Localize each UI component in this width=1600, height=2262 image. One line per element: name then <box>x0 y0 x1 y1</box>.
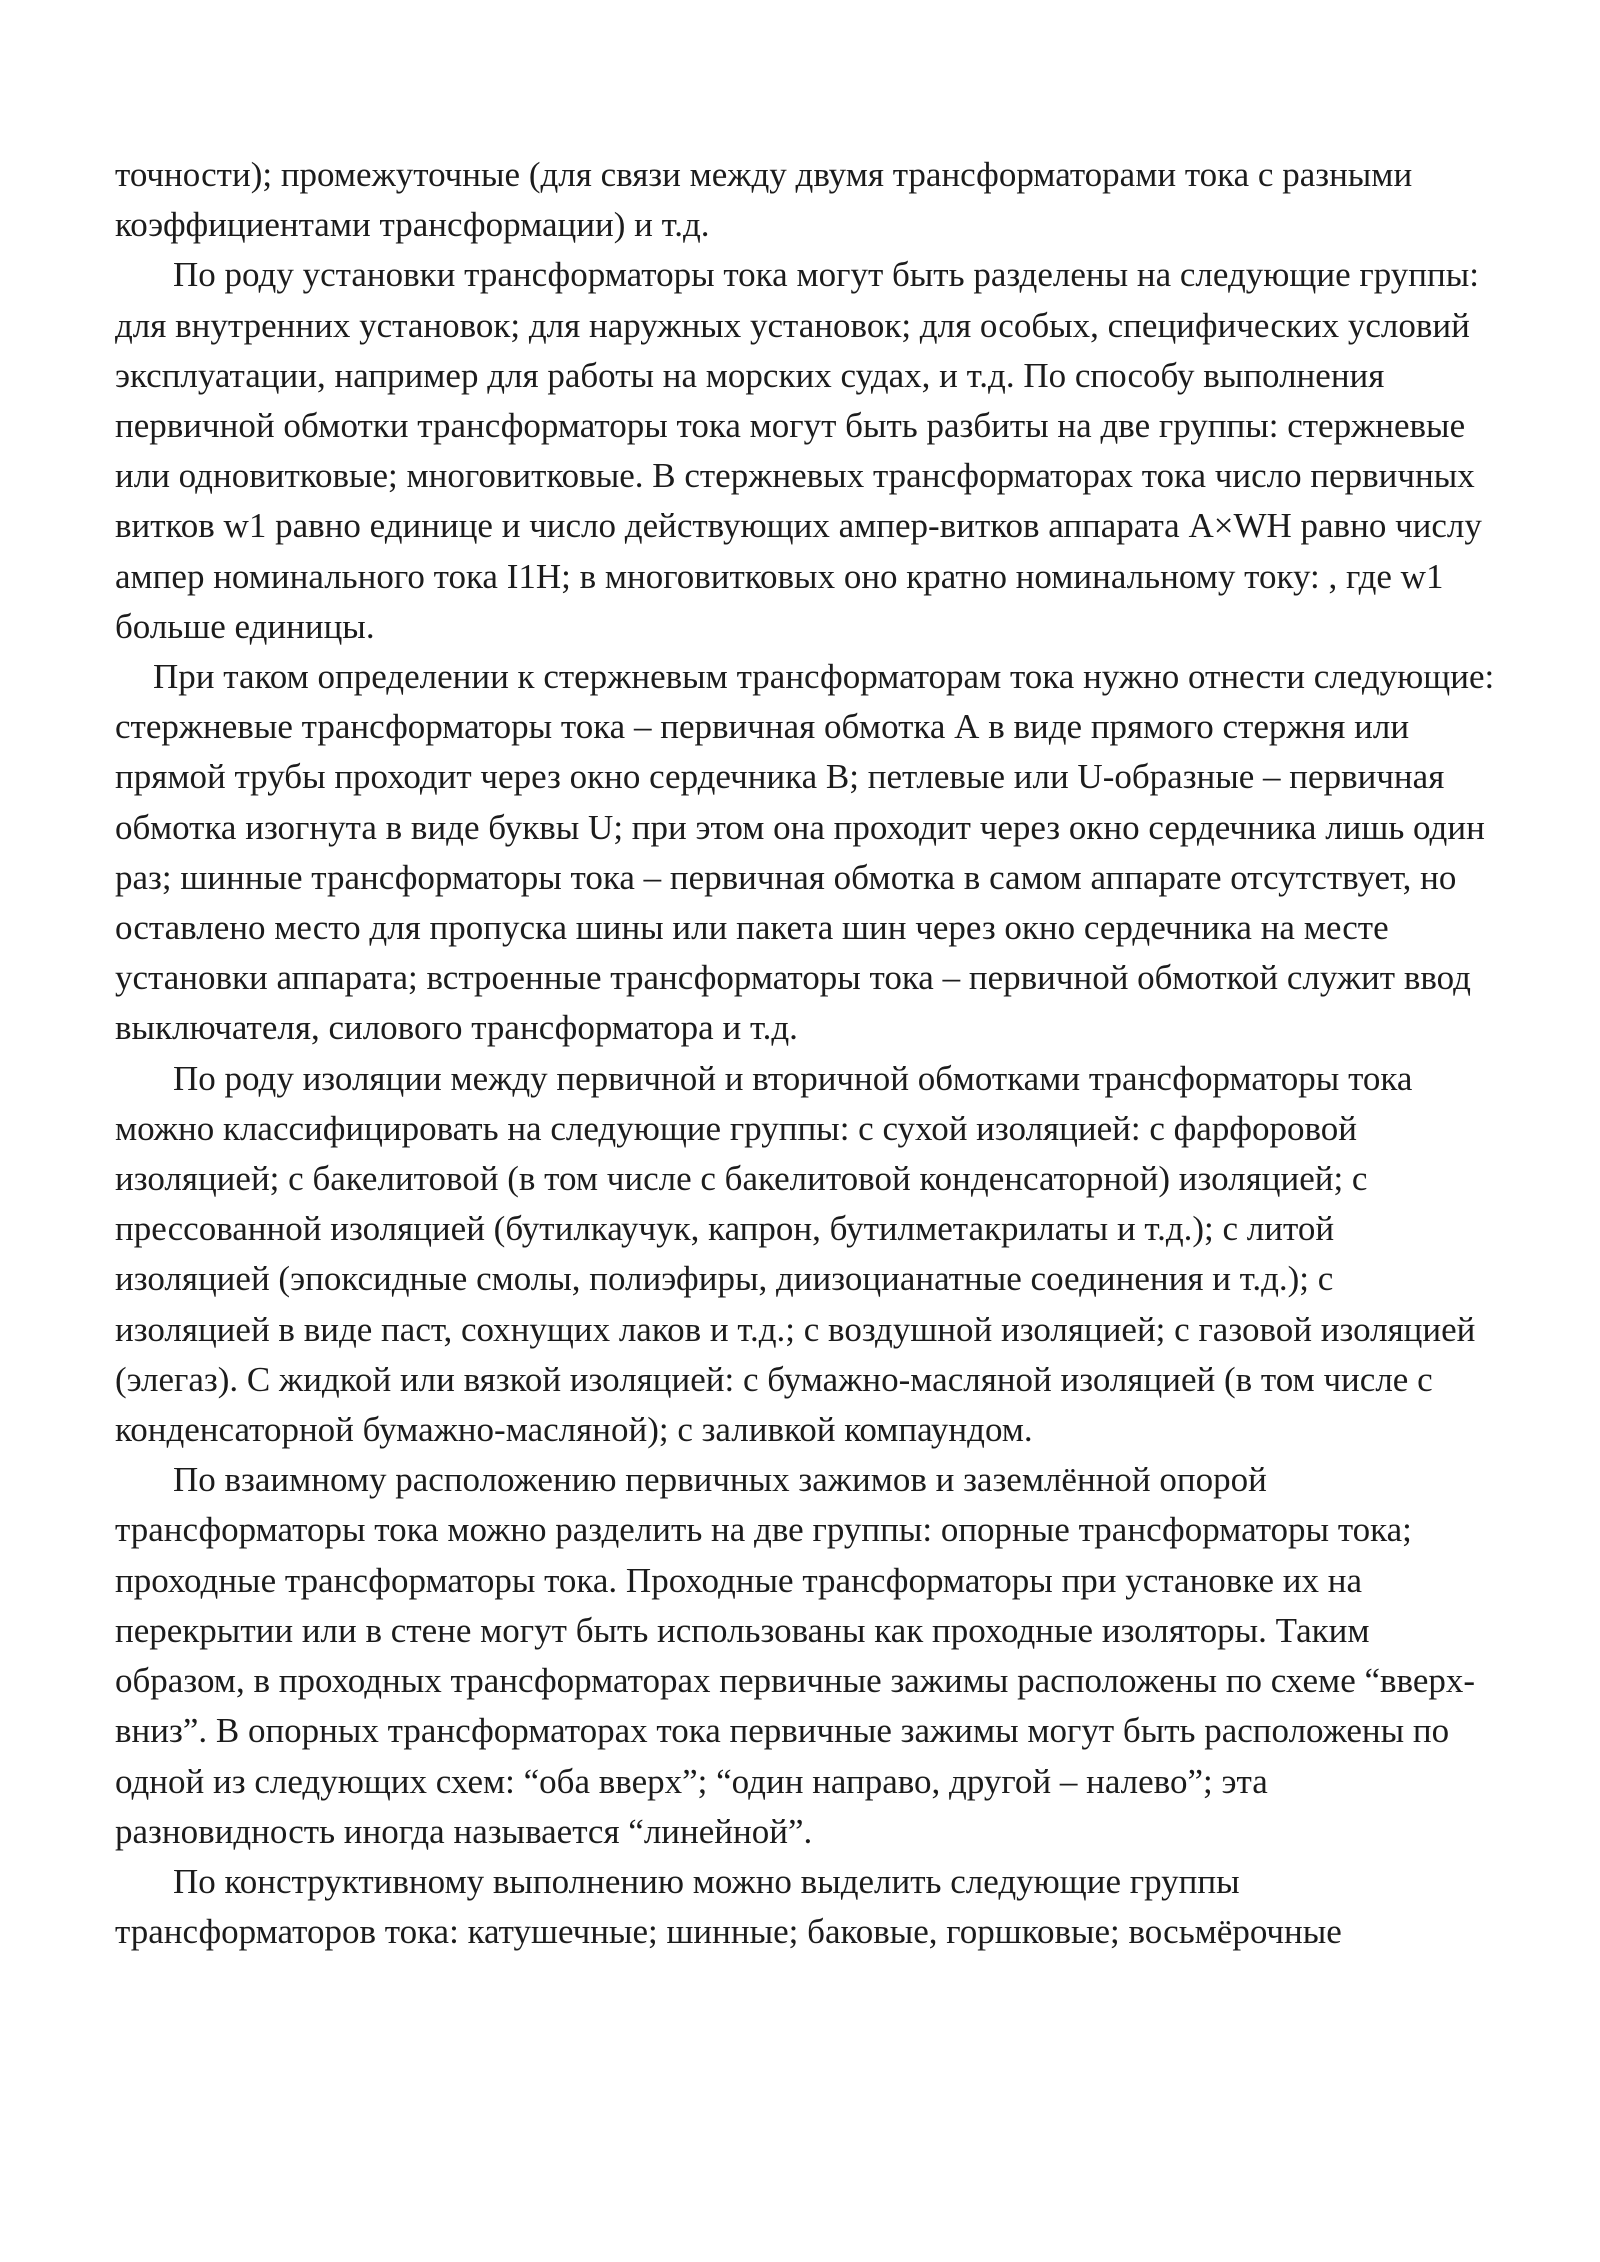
paragraph-continuation: точности); промежуточные (для связи между двумя трансформаторами тока с разными коэффициентами трансформации) и т.д. <box>115 155 1413 245</box>
paragraph-rod-transformers: При таком определении к стержневым трансформаторам тока нужно отнести следующие: стержневые трансформаторы тока – первичная обмотка А в виде прямого стержня или прямой трубы проходит через окно сердечника В; петлевые или U-образные – первичная обмотка изогнута в виде буквы U; при этом она проходит через окно сердечника лишь один раз; шинные трансформаторы тока – первичная обмотка в самом аппарате отсутствует, но оставлено место для пропуска шины или пакета шин через окно сердечника на месте установки аппарата; встроенные трансформаторы тока – первичной обмоткой служит ввод выключателя, силового трансформатора и т.д. <box>115 657 1495 1048</box>
document-body <box>115 150 1495 1957</box>
paragraph-installation-type: По роду установки трансформаторы тока могут быть разделены на следующие группы: для внутренних установок; для наружных установок; для особых, специфических условий эксплуатации, например для работы на морских судах, и т.д. По способу выполнения первичной обмотки трансформаторы тока могут быть разбиты на две группы: стержневые или одновитковые; многовитковые. В стержневых трансформаторах тока число первичных витков w1 равно единице и число действующих ампер-витков аппарата A×WH равно числу ампер номинального тока I1H; в многовитковых оно кратно номинальному току: , где w1 больше единицы. <box>115 255 1482 646</box>
paragraph-construction-type: По конструктивному выполнению можно выделить следующие группы трансформаторов тока: катушечные; шинные; баковые, горшковые; восьмёрочные <box>115 1861 1342 1952</box>
paragraph-terminal-arrangement: По взаимному расположению первичных зажимов и заземлённой опорой трансформаторы тока можно разделить на две группы: опорные трансформаторы тока; проходные трансформаторы тока. Проходные трансформаторы при установке их на перекрытии или в стене могут быть использованы как проходные изоляторы. Таким образом, в проходных трансформаторах первичные зажимы расположены по схеме “вверх-вниз”. В опорных трансформаторах тока первичные зажимы могут быть расположены по одной из следующих схем: “оба вверх”; “один направо, другой – налево”; эта разновидность иногда называется “линейной”. <box>115 1460 1476 1851</box>
paragraph-insulation-type: По роду изоляции между первичной и вторичной обмотками трансформаторы тока можно классифицировать на следующие группы: с сухой изоляцией: с фарфоровой изоляцией; с бакелитовой (в том числе с бакелитовой конденсаторной) изоляцией; с прессованной изоляцией (бутилкаучук, капрон, бутилметакрилаты и т.д.); с литой изоляцией (эпоксидные смолы, полиэфиры, диизоцианатные соединения и т.д.); с изоляцией в виде паст, сохнущих лаков и т.д.; с воздушной изоляцией; с газовой изоляцией (элегаз). С жидкой или вязкой изоляцией: с бумажно-масляной изоляцией (в том числе с конденсаторной бумажно-масляной); с заливкой компаундом. <box>115 1058 1476 1450</box>
